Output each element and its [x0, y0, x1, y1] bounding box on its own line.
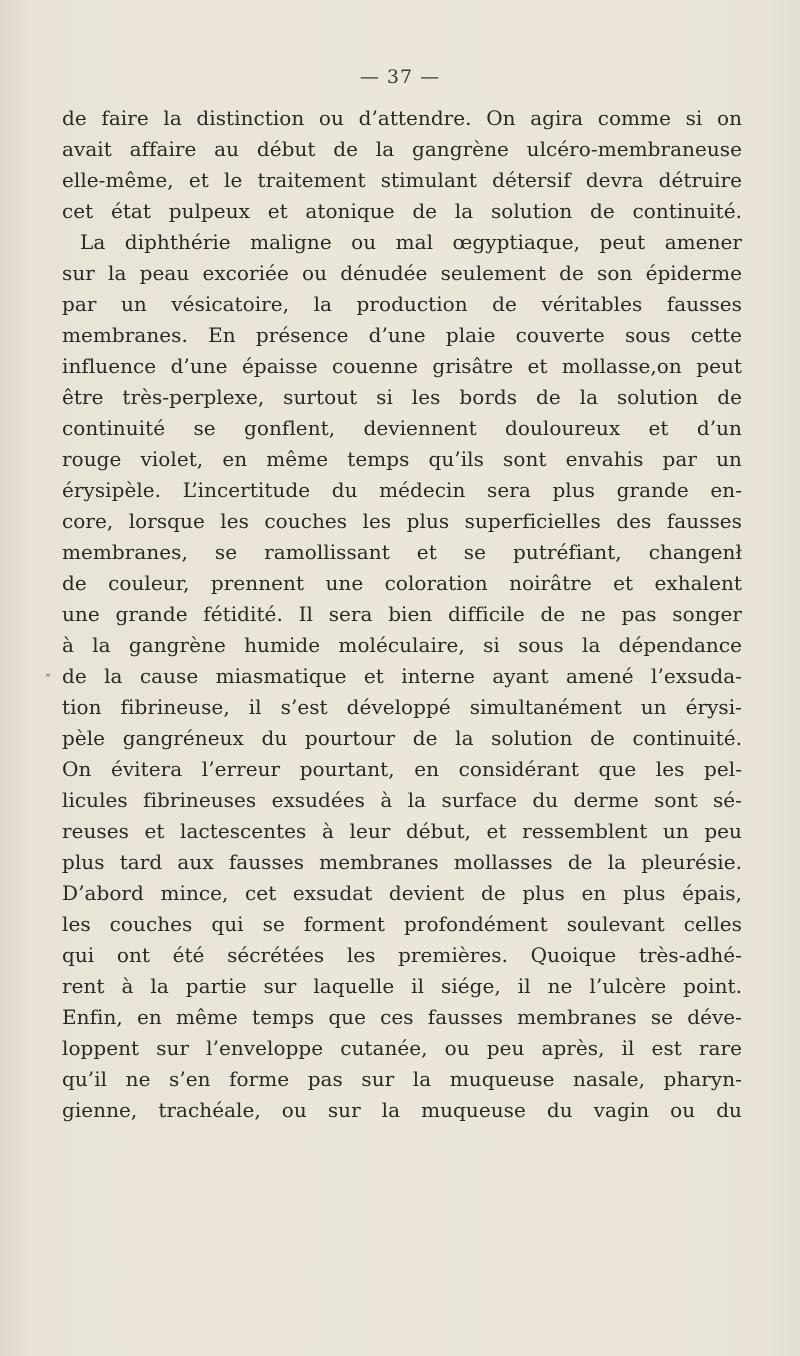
text-line: qui ont été sécrétées les premières. Quoique très-adhé-: [62, 943, 742, 967]
text-line: Enfin, en même temps que ces fausses membranes se déve-: [62, 1005, 742, 1029]
text-line: cet état pulpeux et atonique de la solution de continuité.: [62, 199, 742, 223]
text-line: reuses et lactescentes à leur début, et ressemblent un peu: [62, 819, 742, 843]
text-line: de couleur, prennent une coloration noirâtre et exhalent: [62, 571, 742, 595]
text-line: à la gangrène humide moléculaire, si sous la dépendance: [62, 633, 742, 657]
text-line: avait affaire au début de la gangrène ulcéro-membraneuse: [62, 137, 742, 161]
text-line: par un vésicatoire, la production de véritables fausses: [62, 292, 742, 316]
text-line: influence d’une épaisse couenne grisâtre et mollasse,on peut: [62, 354, 742, 378]
margin-mark: ˝: [44, 673, 51, 689]
text-line: membranes, se ramollissant et se putréfiant, changenł: [62, 540, 742, 564]
text-line: La diphthérie maligne ou mal œgyptiaque, peut amener: [80, 230, 742, 254]
text-line: pèle gangréneux du pourtour de la solution de continuité.: [62, 726, 742, 750]
text-line: rouge violet, en même temps qu’ils sont envahis par un: [62, 447, 742, 471]
text-line: plus tard aux fausses membranes mollasses de la pleurésie.: [62, 850, 742, 874]
text-line: sur la peau excoriée ou dénudée seulement de son épiderme: [62, 261, 742, 285]
text-line: de faire la distinction ou d’attendre. On agira comme si on: [62, 106, 742, 130]
text-line: elle-même, et le traitement stimulant détersif devra détruire: [62, 168, 742, 192]
text-line: de la cause miasmatique et interne ayant amené l’exsuda-: [62, 664, 742, 688]
text-line: tion fibrineuse, il s’est développé simultanément un érysi-: [62, 695, 742, 719]
text-line: qu’il ne s’en forme pas sur la muqueuse nasale, pharyn-: [62, 1067, 742, 1091]
text-line: gienne, trachéale, ou sur la muqueuse du vagin ou du: [62, 1098, 742, 1122]
text-line: D’abord mince, cet exsudat devient de plus en plus épais,: [62, 881, 742, 905]
text-line: continuité se gonflent, deviennent douloureux et d’un: [62, 416, 742, 440]
text-line: membranes. En présence d’une plaie couverte sous cette: [62, 323, 742, 347]
text-line: être très-perplexe, surtout si les bords de la solution de: [62, 385, 742, 409]
text-line: loppent sur l’enveloppe cutanée, ou peu après, il est rare: [62, 1036, 742, 1060]
text-line: les couches qui se forment profondément soulevant celles: [62, 912, 742, 936]
text-line: une grande fétidité. Il sera bien difficile de ne pas songer: [62, 602, 742, 626]
page-number: — 37 —: [359, 66, 441, 88]
text-line: core, lorsque les couches les plus superficielles des fausses: [62, 509, 742, 533]
text-line: rent à la partie sur laquelle il siége, il ne l’ulcère point.: [62, 974, 742, 998]
text-line: érysipèle. L’incertitude du médecin sera plus grande en-: [62, 478, 742, 502]
text-line: licules fibrineuses exsudées à la surface du derme sont sé-: [62, 788, 742, 812]
body-text: [62, 103, 742, 1126]
text-line: On évitera l’erreur pourtant, en considérant que les pel-: [62, 757, 742, 781]
